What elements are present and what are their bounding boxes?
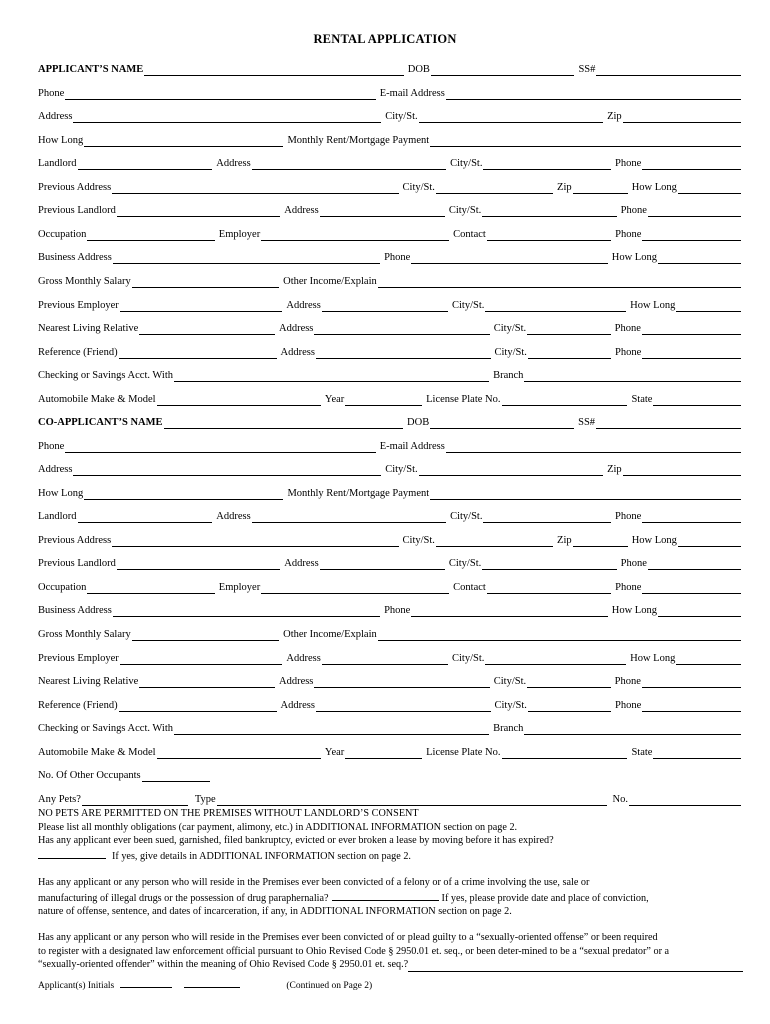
eviction-followup: If yes, give details in ADDITIONAL INFORMATION section on page 2. — [112, 850, 411, 862]
input-field[interactable] — [648, 558, 741, 570]
field-label: Business Address — [38, 252, 112, 264]
field-label: Address — [286, 299, 321, 311]
field-label: Checking or Savings Acct. With — [38, 723, 173, 735]
sex-offense-question — [38, 931, 743, 972]
field-label: Phone — [615, 511, 642, 523]
field-label: Address — [38, 111, 73, 123]
input-field[interactable] — [316, 347, 491, 359]
field-label: City/St. — [452, 652, 485, 664]
input-field[interactable] — [524, 370, 741, 382]
input-field[interactable] — [596, 64, 741, 76]
input-field[interactable] — [658, 605, 741, 617]
input-field[interactable] — [678, 182, 741, 194]
sex-offense-line-3-text: “sexually-oriented offender” within the meaning of Ohio Revised Code § 2950.01 et. seq.? — [38, 959, 409, 970]
form-row — [38, 672, 741, 688]
input-field[interactable] — [132, 629, 279, 641]
form-row — [38, 343, 741, 359]
field-label: How Long — [38, 487, 84, 499]
input-field[interactable] — [502, 747, 628, 759]
input-field[interactable] — [261, 582, 449, 594]
field-label: How Long — [631, 534, 677, 546]
input-field[interactable] — [482, 558, 616, 570]
field-label: Address — [280, 346, 315, 358]
field-label: Previous Employer — [38, 299, 119, 311]
form-row — [38, 601, 741, 617]
felony-question — [38, 876, 743, 919]
field-label: CO-APPLICANT’S NAME — [38, 417, 163, 428]
input-field[interactable] — [73, 111, 381, 123]
field-label: City/St. — [450, 511, 483, 523]
field-label: Occupation — [38, 581, 87, 593]
input-field[interactable] — [653, 394, 741, 406]
field-label: DOB — [407, 417, 430, 428]
input-field[interactable] — [527, 323, 610, 335]
input-field[interactable] — [436, 535, 553, 547]
pets-notice: NO PETS ARE PERMITTED ON THE PREMISES WITHOUT LANDLORD’S CONSENT — [38, 808, 419, 819]
field-label: City/St. — [450, 158, 483, 170]
field-label: Landlord — [38, 511, 77, 523]
input-field[interactable] — [446, 441, 741, 453]
field-label: State — [631, 746, 653, 758]
input-field[interactable] — [261, 229, 449, 241]
form-row — [38, 507, 741, 523]
input-field[interactable] — [419, 111, 603, 123]
form-row — [38, 366, 741, 382]
field-label: City/St. — [448, 205, 482, 217]
field-label: Phone — [615, 346, 642, 358]
input-field[interactable] — [658, 252, 741, 264]
input-field[interactable] — [139, 676, 275, 688]
field-label: Phone — [615, 581, 642, 593]
input-field[interactable] — [676, 653, 741, 665]
field-label: Zip — [557, 534, 572, 546]
input-field[interactable] — [164, 417, 404, 429]
form-row — [38, 272, 741, 288]
form-row — [38, 531, 741, 547]
field-label: Previous Address — [38, 181, 112, 193]
field-label: Year — [324, 746, 345, 758]
felony-line-2a: manufacturing of illegal drugs or the possession of drug paraphernalia? — [38, 892, 329, 904]
input-field[interactable] — [446, 88, 741, 100]
felony-line-3: nature of offense, sentence, and dates of incarceration, if any, in ADDITIONAL INFORMATION section on page 2. — [38, 906, 512, 917]
input-field[interactable] — [623, 464, 741, 476]
field-label: Address — [284, 558, 319, 570]
input-field[interactable] — [411, 252, 607, 264]
field-label: City/St. — [494, 699, 527, 711]
form-row — [38, 201, 741, 217]
field-label: City/St. — [493, 676, 527, 688]
eviction-followup-line — [38, 848, 743, 864]
field-label: Phone — [615, 158, 642, 170]
input-field[interactable] — [252, 158, 446, 170]
form-row — [38, 554, 741, 570]
field-label: Phone — [38, 440, 65, 452]
field-label: How Long — [38, 134, 84, 146]
field-label: Address — [280, 699, 315, 711]
field-label: Phone — [384, 252, 411, 264]
felony-line-1: Has any applicant or any person who will reside in the Premises ever been convicted of a felony or of a crime involving the use, sale or — [38, 877, 590, 888]
input-field[interactable] — [314, 676, 489, 688]
input-field[interactable] — [345, 394, 422, 406]
field-label: Year — [324, 393, 345, 405]
other-occupants-field[interactable] — [142, 770, 210, 782]
input-field[interactable] — [345, 747, 422, 759]
field-label: City/St. — [493, 323, 527, 335]
form-row — [38, 319, 741, 335]
input-field[interactable] — [678, 535, 741, 547]
form-row — [38, 413, 741, 429]
input-field[interactable] — [139, 323, 275, 335]
input-field[interactable] — [430, 135, 741, 147]
input-field[interactable] — [119, 347, 277, 359]
pets-field[interactable] — [82, 794, 188, 806]
pet-number-field[interactable] — [629, 794, 741, 806]
field-label: City/St. — [402, 181, 435, 193]
page-title: RENTAL APPLICATION — [313, 32, 457, 46]
field-label: Automobile Make & Model — [38, 393, 156, 405]
field-label: License Plate No. — [426, 393, 501, 405]
input-field[interactable] — [113, 605, 380, 617]
form-row — [38, 225, 741, 241]
continued-note: (Continued on Page 2) — [286, 981, 373, 991]
pets-label: Any Pets? — [38, 794, 81, 805]
field-label: Nearest Living Relative — [38, 676, 139, 688]
form-row — [38, 178, 741, 194]
input-field[interactable] — [676, 300, 741, 312]
field-label: Phone — [614, 676, 641, 688]
field-label: How Long — [611, 605, 657, 617]
field-label: Zip — [557, 181, 572, 193]
input-field[interactable] — [112, 535, 398, 547]
initials-field-2[interactable] — [184, 977, 240, 988]
pet-type-label: Type — [194, 794, 216, 805]
input-field[interactable] — [642, 676, 741, 688]
input-field[interactable] — [487, 229, 611, 241]
initials-field-1[interactable] — [120, 977, 172, 988]
input-field[interactable] — [87, 229, 214, 241]
input-field[interactable] — [252, 511, 446, 523]
input-field[interactable] — [78, 158, 213, 170]
field-label: Address — [278, 676, 314, 688]
input-field[interactable] — [487, 582, 611, 594]
input-field[interactable] — [320, 205, 445, 217]
input-field[interactable] — [623, 111, 741, 123]
field-label: How Long — [611, 252, 657, 264]
input-field[interactable] — [642, 700, 741, 712]
input-field[interactable] — [648, 205, 741, 217]
input-field[interactable] — [65, 88, 376, 100]
input-field[interactable] — [157, 394, 321, 406]
input-field[interactable] — [316, 700, 491, 712]
input-field[interactable] — [482, 205, 616, 217]
obligations-note: Please list all monthly obligations (car payment, alimony, etc.) in ADDITIONAL INFORMATION section on page 2. — [38, 821, 518, 833]
field-label: Phone — [620, 558, 647, 570]
field-label: City/St. — [402, 534, 435, 546]
field-label: Contact — [453, 228, 486, 240]
field-label: How Long — [631, 181, 677, 193]
form-row — [38, 484, 741, 500]
input-field[interactable] — [642, 158, 741, 170]
field-label: City/St. — [452, 299, 485, 311]
input-field[interactable] — [157, 747, 321, 759]
input-field[interactable] — [314, 323, 489, 335]
form-row — [38, 625, 741, 641]
field-label: Previous Landlord — [38, 205, 116, 217]
pets-row — [38, 790, 741, 806]
input-field[interactable] — [113, 252, 380, 264]
field-label: Previous Address — [38, 534, 112, 546]
input-field[interactable] — [87, 582, 214, 594]
input-field[interactable] — [322, 653, 448, 665]
pet-type-field[interactable] — [217, 794, 607, 806]
field-label: Address — [284, 205, 319, 217]
input-field[interactable] — [642, 347, 741, 359]
input-field[interactable] — [485, 653, 626, 665]
field-label: How Long — [630, 299, 676, 311]
felony-line-2b: If yes, please provide date and place of conviction, — [441, 892, 649, 904]
felony-line-2 — [38, 890, 743, 906]
felony-answer-field[interactable] — [332, 890, 439, 901]
field-label: Phone — [615, 699, 642, 711]
input-field[interactable] — [112, 182, 398, 194]
field-label: Phone — [384, 605, 411, 617]
sex-offense-line-3 — [38, 958, 743, 972]
eviction-answer-field[interactable] — [38, 848, 106, 859]
field-label: Gross Monthly Salary — [38, 275, 131, 287]
form-row — [38, 460, 741, 476]
form-row — [38, 578, 741, 594]
field-label: Phone — [615, 228, 642, 240]
field-label: Employer — [218, 228, 261, 240]
input-field[interactable] — [84, 135, 283, 147]
field-label: Other Income/Explain — [283, 628, 377, 640]
field-label: Checking or Savings Acct. With — [38, 370, 173, 382]
field-label: Monthly Rent/Mortgage Payment — [287, 487, 430, 499]
sex-offense-line-1: Has any applicant or any person who will reside in the Premises ever been convicted of or plead guilty to a “sexually-oriented offense” or been required — [38, 932, 658, 943]
input-field[interactable] — [320, 558, 445, 570]
field-label: Monthly Rent/Mortgage Payment — [287, 134, 430, 146]
input-field[interactable] — [144, 64, 403, 76]
field-label: Address — [286, 652, 321, 664]
input-field[interactable] — [174, 723, 489, 735]
initials-label: Applicant(s) Initials — [38, 981, 115, 991]
input-field[interactable] — [84, 488, 283, 500]
input-field[interactable] — [65, 441, 376, 453]
field-label: Reference (Friend) — [38, 346, 118, 358]
form-row — [38, 248, 741, 264]
field-label: Other Income/Explain — [283, 275, 377, 287]
field-label: Occupation — [38, 228, 87, 240]
input-field[interactable] — [528, 347, 611, 359]
field-label: E-mail Address — [379, 440, 445, 452]
form-row — [38, 649, 741, 665]
field-label: Address — [216, 158, 251, 170]
input-field[interactable] — [73, 464, 381, 476]
input-field[interactable] — [528, 700, 611, 712]
input-field[interactable] — [430, 488, 741, 500]
input-field[interactable] — [436, 182, 553, 194]
input-field[interactable] — [132, 276, 279, 288]
input-field[interactable] — [411, 605, 607, 617]
other-occupants-row — [38, 766, 741, 782]
field-label: Branch — [493, 370, 524, 382]
field-label: Gross Monthly Salary — [38, 628, 131, 640]
input-field[interactable] — [120, 300, 283, 312]
sex-offense-line-2: to register with a designated law enforcement official pursuant to Ohio Revised Code § 2950.01 et. seq., or been deter-mined to be a “sexual predator” or a — [38, 945, 670, 957]
input-field[interactable] — [642, 229, 741, 241]
input-field[interactable] — [378, 629, 741, 641]
field-label: Address — [38, 464, 73, 476]
field-label: SS# — [578, 417, 596, 428]
input-field[interactable] — [120, 653, 283, 665]
input-field[interactable] — [642, 511, 741, 523]
field-label: DOB — [407, 64, 430, 75]
form-row — [38, 154, 741, 170]
field-label: Previous Landlord — [38, 558, 116, 570]
field-label: Phone — [614, 323, 641, 335]
field-label: Phone — [38, 87, 65, 99]
field-label: City/St. — [385, 464, 418, 476]
field-label: SS# — [578, 64, 596, 75]
field-label: Phone — [620, 205, 647, 217]
other-occupants-label: No. Of Other Occupants — [38, 770, 141, 781]
field-label: Nearest Living Relative — [38, 323, 139, 335]
pet-number-label: No. — [612, 794, 628, 805]
form-row — [38, 743, 741, 759]
field-label: Address — [278, 323, 314, 335]
field-label: City/St. — [448, 558, 482, 570]
field-label: Contact — [453, 581, 486, 593]
input-field[interactable] — [431, 64, 575, 76]
input-field[interactable] — [430, 417, 574, 429]
form-row — [38, 719, 741, 735]
form-row — [38, 84, 741, 100]
input-field[interactable] — [419, 464, 603, 476]
input-field[interactable] — [653, 747, 741, 759]
input-field[interactable] — [485, 300, 626, 312]
form-row — [38, 131, 741, 147]
field-label: Address — [216, 511, 251, 523]
field-label: Branch — [493, 723, 524, 735]
input-field[interactable] — [502, 394, 628, 406]
field-label: City/St. — [385, 111, 418, 123]
sex-offense-answer-field[interactable] — [408, 961, 743, 972]
form-row — [38, 60, 741, 76]
field-label: State — [631, 393, 653, 405]
input-field[interactable] — [119, 700, 277, 712]
input-field[interactable] — [378, 276, 741, 288]
field-label: E-mail Address — [379, 87, 445, 99]
field-label: Landlord — [38, 158, 77, 170]
input-field[interactable] — [78, 511, 213, 523]
form-row — [38, 296, 741, 312]
field-label: APPLICANT’S NAME — [38, 64, 144, 75]
eviction-question: Has any applicant ever been sued, garnished, filed bankruptcy, evicted or ever broken a lease by moving before it has expired? — [38, 835, 554, 846]
input-field[interactable] — [483, 158, 611, 170]
field-label: Zip — [607, 464, 622, 476]
input-field[interactable] — [527, 676, 610, 688]
input-field[interactable] — [322, 300, 448, 312]
input-field[interactable] — [524, 723, 741, 735]
input-field[interactable] — [483, 511, 611, 523]
form-row — [38, 107, 741, 123]
field-label: Employer — [218, 581, 261, 593]
field-label: Zip — [607, 111, 622, 123]
input-field[interactable] — [573, 182, 628, 194]
input-field[interactable] — [642, 323, 741, 335]
pets-and-obligations — [38, 807, 743, 863]
input-field[interactable] — [117, 205, 280, 217]
field-label: City/St. — [494, 346, 527, 358]
field-label: License Plate No. — [426, 746, 501, 758]
field-label: How Long — [630, 652, 676, 664]
field-label: Automobile Make & Model — [38, 746, 156, 758]
input-field[interactable] — [573, 535, 628, 547]
form-row — [38, 696, 741, 712]
input-field[interactable] — [642, 582, 741, 594]
field-label: Reference (Friend) — [38, 699, 118, 711]
input-field[interactable] — [174, 370, 489, 382]
footer — [38, 977, 372, 991]
form-row — [38, 437, 741, 453]
field-label: Previous Employer — [38, 652, 119, 664]
input-field[interactable] — [596, 417, 741, 429]
form-row — [38, 390, 741, 406]
input-field[interactable] — [117, 558, 280, 570]
field-label: Business Address — [38, 605, 112, 617]
